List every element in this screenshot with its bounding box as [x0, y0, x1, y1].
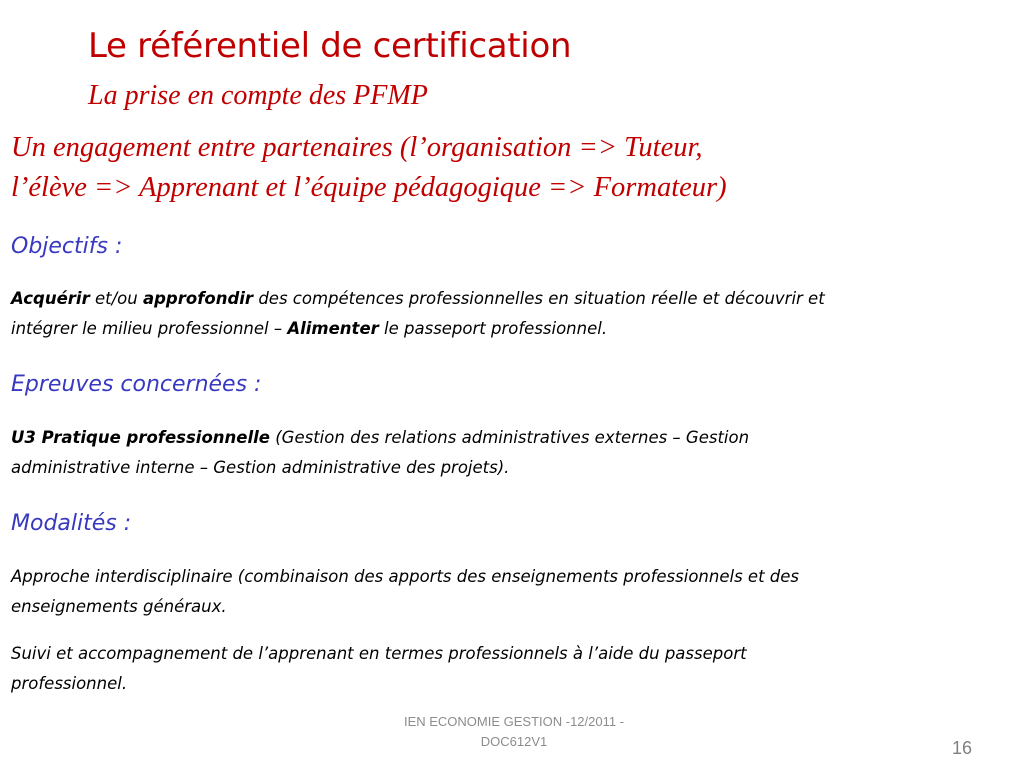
epreuves-text-1: (Gestion des relations administratives externes – Gestion [270, 428, 750, 447]
objectifs-line-2 [11, 314, 1011, 344]
slide-footer [374, 712, 654, 752]
alimenter-term: Alimenter [287, 319, 379, 338]
modalites-paragraph-1 [11, 562, 1011, 622]
footer-line-2: DOC612V1 [480, 734, 548, 749]
u3-term: U3 Pratique professionnelle [11, 428, 270, 447]
objectifs-text-2: des compétences professionnelles en situation réelle et découvrir et [253, 289, 825, 308]
acquerir-term: Acquérir [11, 289, 90, 308]
engagement-line-1: Un engagement entre partenaires (l’organisation => Tuteur, [11, 132, 703, 163]
epreuves-paragraph [11, 423, 1011, 483]
modalites-p2-line-1: Suivi et accompagnement de l’apprenant en termes professionnels à l’aide du passeport [11, 644, 747, 663]
engagement-statement [11, 128, 1011, 208]
modalites-p1-line-1: Approche interdisciplinaire (combinaison des apports des enseignements professionnels et des [11, 567, 800, 586]
slide-title: Le référentiel de certification [88, 26, 572, 66]
page-number: 16 [951, 738, 972, 758]
approfondir-term: approfondir [142, 289, 254, 308]
objectifs-line-1 [11, 284, 1011, 314]
objectifs-paragraph [11, 284, 1011, 344]
modalites-p1-line-2: enseignements généraux. [11, 597, 227, 616]
epreuves-line-1 [11, 423, 1011, 453]
objectifs-text-4: le passeport professionnel. [378, 319, 608, 338]
epreuves-heading: Epreuves concernées : [11, 372, 262, 397]
slide-subtitle: La prise en compte des PFMP [88, 80, 428, 111]
objectifs-heading: Objectifs : [11, 234, 123, 259]
objectifs-text-3: intégrer le milieu professionnel – [11, 319, 288, 338]
epreuves-line-2: administrative interne – Gestion administrative des projets). [11, 458, 510, 477]
modalites-p2-line-2: professionnel. [11, 674, 128, 693]
objectifs-text-1: et/ou [89, 289, 143, 308]
modalites-paragraph-2 [11, 639, 1011, 699]
footer-line-1: IEN ECONOMIE GESTION -12/2011 - [403, 714, 625, 729]
engagement-line-2: l’élève => Apprenant et l’équipe pédagogique => Formateur) [11, 172, 727, 203]
modalites-heading: Modalités : [11, 511, 132, 536]
